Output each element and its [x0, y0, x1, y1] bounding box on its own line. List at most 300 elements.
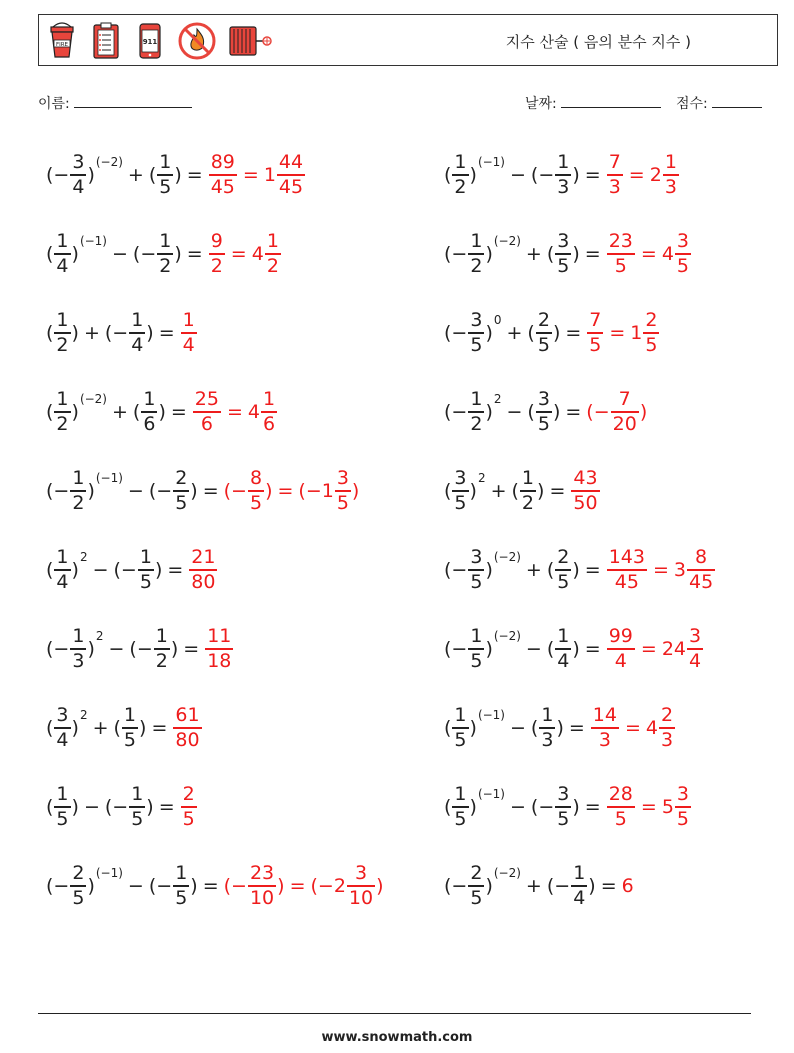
numerator: 61 [175, 704, 200, 727]
numerator: 143 [608, 546, 645, 569]
equals-sign: = [584, 796, 601, 818]
answer [590, 704, 676, 751]
problem-1 [46, 140, 306, 210]
minus-sign: − [53, 638, 70, 660]
fraction [347, 862, 375, 909]
numerator: 99 [608, 625, 633, 648]
close-paren: ) [154, 559, 163, 581]
exponent: 2 [79, 708, 88, 722]
denominator: 4 [56, 254, 69, 277]
open-paren: ( [129, 638, 137, 660]
fraction [663, 151, 679, 198]
operator: + [92, 717, 109, 739]
equals-sign: = [584, 638, 601, 660]
open-paren: ( [46, 401, 54, 423]
close-paren: ) [485, 243, 493, 265]
answer [204, 625, 234, 672]
numerator: 1 [262, 388, 276, 411]
minus-sign: − [53, 875, 70, 897]
operator: − [506, 401, 523, 423]
denominator: 5 [614, 807, 627, 830]
open-paren: ( [511, 480, 519, 502]
fraction [173, 862, 189, 909]
fraction [536, 388, 552, 435]
close-paren: ) [469, 164, 477, 186]
minus-sign: − [112, 796, 129, 818]
problem-9 [46, 456, 359, 526]
exponent: (−1) [477, 787, 505, 801]
denominator: 2 [521, 491, 535, 514]
denominator: 5 [470, 649, 483, 672]
svg-text:FIRE: FIRE [55, 42, 69, 48]
problem-2 [444, 140, 680, 210]
operator: − [525, 638, 542, 660]
whole-number: 4 [251, 242, 264, 265]
numerator: 3 [537, 388, 550, 411]
fraction [157, 230, 173, 277]
numerator: 8 [249, 467, 263, 490]
numerator: 1 [175, 862, 188, 885]
numerator: 2 [537, 309, 550, 332]
denominator: 2 [72, 491, 85, 514]
fraction [173, 704, 201, 751]
close-paren: ) [469, 480, 477, 502]
fraction [591, 704, 619, 751]
denominator: 5 [175, 491, 188, 514]
equals-sign: = [628, 163, 645, 186]
fraction [54, 388, 70, 435]
fraction [70, 151, 86, 198]
open-paren: ( [46, 164, 54, 186]
denominator: 45 [278, 175, 304, 198]
close-paren: ) [485, 638, 493, 660]
fraction [539, 704, 555, 751]
numerator: 23 [608, 230, 633, 253]
minus-sign: − [451, 243, 468, 265]
numerator: 3 [676, 783, 689, 806]
fraction [70, 467, 86, 514]
numerator: 1 [470, 388, 483, 411]
minus-sign: − [112, 322, 129, 344]
fraction [452, 151, 468, 198]
open-paren: ( [444, 243, 452, 265]
equals-sign: = [565, 322, 582, 344]
operator: + [525, 243, 542, 265]
exponent: (−1) [477, 708, 505, 722]
numerator: 1 [72, 467, 85, 490]
name-label: 이름: [38, 96, 70, 112]
close-paren: ) [190, 875, 198, 897]
denominator: 4 [182, 333, 195, 356]
numerator: 3 [336, 467, 349, 490]
numerator: 1 [454, 151, 467, 174]
denominator: 5 [676, 807, 689, 830]
minus-sign: − [120, 559, 137, 581]
numerator: 1 [56, 230, 69, 253]
numerator: 1 [557, 151, 570, 174]
denominator: 2 [56, 333, 69, 356]
exponent: 2 [79, 550, 88, 564]
open-paren: ( [444, 559, 452, 581]
denominator: 2 [470, 412, 483, 435]
denominator: 3 [72, 649, 85, 672]
numerator: 3 [354, 862, 368, 885]
numerator: 1 [182, 309, 195, 332]
numerator: 1 [454, 783, 467, 806]
close-paren: ) [485, 875, 493, 897]
answer [570, 467, 600, 514]
numerator: 3 [72, 151, 85, 174]
exponent: (−1) [79, 234, 107, 248]
numerator: 44 [278, 151, 304, 174]
answer [172, 704, 202, 751]
whole-number: 5 [661, 795, 674, 818]
equals-sign: = [568, 717, 585, 739]
denominator: 6 [200, 412, 213, 435]
numerator: 3 [557, 230, 570, 253]
open-paren: ( [444, 164, 452, 186]
fraction [193, 388, 221, 435]
answer [586, 309, 660, 356]
numerator: 2 [660, 704, 674, 727]
equals-sign: = [584, 243, 601, 265]
exponent: (−2) [493, 550, 521, 564]
fraction [452, 783, 468, 830]
open-paren: ( [444, 638, 452, 660]
problem-5 [46, 298, 198, 368]
close-paren: ) [71, 322, 79, 344]
close-paren: ) [572, 559, 580, 581]
exponent: (−1) [477, 155, 505, 169]
fraction [587, 309, 603, 356]
equals-sign: = [242, 163, 259, 186]
numerator: 2 [72, 862, 85, 885]
open-paren: ( [546, 875, 555, 897]
denominator: 5 [557, 570, 570, 593]
fraction [468, 309, 484, 356]
open-paren: (−1 [298, 479, 334, 502]
fraction [611, 388, 639, 435]
numerator: 11 [207, 625, 232, 648]
close-paren: ) [71, 559, 79, 581]
close-paren: ) [87, 638, 95, 660]
denominator: 4 [614, 649, 627, 672]
whole-number: 24 [661, 637, 686, 660]
close-paren: ) [376, 874, 384, 897]
minus-sign: − [53, 164, 70, 186]
equals-sign: = [226, 400, 243, 423]
denominator: 5 [139, 570, 152, 593]
open-paren: ( [113, 717, 121, 739]
denominator: 3 [664, 175, 677, 198]
denominator: 5 [645, 333, 658, 356]
denominator: 2 [470, 254, 483, 277]
answer [224, 467, 360, 514]
operator: + [490, 480, 507, 502]
minus-sign: − [451, 401, 468, 423]
operator: − [83, 796, 100, 818]
close-paren: ) [351, 479, 360, 502]
denominator: 5 [175, 886, 188, 909]
problem-11 [46, 535, 218, 605]
equals-sign: = [652, 558, 669, 581]
exponent: 0 [493, 313, 502, 327]
numerator: 9 [210, 230, 223, 253]
fraction [687, 546, 715, 593]
fraction [248, 862, 276, 909]
open-paren: ( [444, 717, 452, 739]
numerator: 1 [56, 309, 69, 332]
fraction [607, 151, 623, 198]
fraction [70, 862, 86, 909]
minus-sign: − [156, 480, 173, 502]
close-paren: ) [71, 401, 79, 423]
denominator: 5 [537, 333, 550, 356]
open-paren: ( [104, 322, 113, 344]
close-paren: ) [87, 164, 95, 186]
equals-sign: = [167, 559, 184, 581]
open-paren: (− [586, 400, 610, 423]
fraction [54, 546, 70, 593]
footer-divider [38, 1013, 751, 1014]
denominator: 2 [159, 254, 172, 277]
open-paren: ( [132, 401, 141, 423]
numerator: 7 [618, 388, 631, 411]
numerator: 3 [470, 309, 483, 332]
exponent: (−1) [95, 866, 123, 880]
close-paren: ) [572, 243, 580, 265]
denominator: 3 [660, 728, 674, 751]
problem-7 [46, 377, 278, 447]
open-paren: ( [546, 243, 555, 265]
numerator: 1 [72, 625, 85, 648]
fraction [335, 467, 351, 514]
denominator: 5 [123, 728, 137, 751]
exponent: (−2) [95, 155, 123, 169]
equals-sign: = [584, 559, 601, 581]
close-paren: ) [174, 243, 182, 265]
close-paren: ) [588, 875, 596, 897]
date-label: 날짜: [525, 96, 557, 112]
problem-17 [46, 772, 198, 842]
equals-sign: = [186, 243, 203, 265]
operator: − [108, 638, 125, 660]
close-paren: ) [146, 322, 154, 344]
fraction [277, 151, 305, 198]
answer [180, 783, 198, 830]
open-paren: ( [546, 638, 555, 660]
numerator: 1 [139, 546, 152, 569]
close-paren: ) [170, 638, 179, 660]
denominator: 4 [56, 570, 69, 593]
open-paren: ( [530, 796, 539, 818]
fraction [536, 309, 552, 356]
close-paren: ) [174, 164, 182, 186]
numerator: 1 [573, 862, 586, 885]
numerator: 25 [194, 388, 219, 411]
open-paren: ( [527, 322, 535, 344]
equals-sign: = [640, 637, 657, 660]
fraction [122, 704, 138, 751]
answer [606, 783, 692, 830]
problem-8 [444, 377, 647, 447]
equals-sign: = [183, 638, 200, 660]
equals-sign: = [158, 322, 175, 344]
answer [224, 862, 384, 909]
fraction [189, 546, 217, 593]
numerator: 1 [131, 309, 144, 332]
problem-12 [444, 535, 716, 605]
numerator: 3 [470, 546, 483, 569]
denominator: 2 [56, 412, 69, 435]
denominator: 5 [182, 807, 195, 830]
numerator: 1 [159, 230, 172, 253]
numerator: 1 [155, 625, 168, 648]
problem-6 [444, 298, 660, 368]
fraction [643, 309, 659, 356]
numerator: 2 [470, 862, 483, 885]
whole-number: 4 [661, 242, 674, 265]
problem-20 [444, 851, 634, 921]
close-paren: ) [87, 480, 95, 502]
denominator: 2 [155, 649, 168, 672]
open-paren: ( [444, 875, 452, 897]
problem-19 [46, 851, 384, 921]
numerator: 1 [56, 546, 69, 569]
close-paren: ) [146, 796, 154, 818]
denominator: 5 [131, 807, 144, 830]
equals-sign: = [609, 321, 626, 344]
fraction [571, 862, 587, 909]
denominator: 3 [541, 728, 554, 751]
numerator: 1 [454, 704, 467, 727]
open-paren: ( [46, 638, 54, 660]
answer [606, 230, 692, 277]
open-paren: ( [530, 164, 539, 186]
denominator: 5 [470, 570, 483, 593]
denominator: 5 [249, 491, 263, 514]
fraction [265, 230, 281, 277]
fraction [468, 388, 484, 435]
operator: + [127, 164, 144, 186]
denominator: 18 [207, 649, 232, 672]
numerator: 2 [557, 546, 570, 569]
denominator: 3 [598, 728, 611, 751]
operator: − [510, 717, 526, 739]
open-paren: ( [444, 480, 452, 502]
denominator: 3 [557, 175, 570, 198]
operator: − [510, 164, 526, 186]
problem-16 [444, 693, 676, 763]
minus-sign: − [140, 243, 157, 265]
open-paren: ( [132, 243, 141, 265]
open-paren: ( [148, 164, 157, 186]
open-paren: ( [46, 796, 54, 818]
denominator: 2 [210, 254, 223, 277]
open-paren: ( [46, 480, 54, 502]
denominator: 5 [557, 807, 570, 830]
denominator: 5 [336, 491, 349, 514]
close-paren: ) [556, 717, 564, 739]
denominator: 3 [608, 175, 621, 198]
numerator: 1 [557, 625, 570, 648]
close-paren: ) [139, 717, 147, 739]
numerator: 1 [541, 704, 554, 727]
close-paren: ) [71, 796, 79, 818]
numerator: 2 [182, 783, 195, 806]
numerator: 3 [56, 704, 69, 727]
open-paren: ( [46, 717, 54, 739]
fraction [607, 783, 635, 830]
equals-sign: = [624, 716, 641, 739]
denominator: 5 [470, 886, 483, 909]
fraction [70, 625, 86, 672]
close-paren: ) [469, 796, 477, 818]
minus-sign: − [451, 322, 468, 344]
fraction [261, 388, 277, 435]
equals-sign: = [277, 479, 294, 502]
fraction [555, 783, 571, 830]
numerator: 1 [123, 704, 137, 727]
operator: − [510, 796, 526, 818]
numerator: 28 [608, 783, 633, 806]
numerator: 1 [56, 783, 69, 806]
equals-sign: = [230, 242, 247, 265]
operator: − [92, 559, 109, 581]
fraction [248, 467, 264, 514]
close-paren: ) [158, 401, 166, 423]
exponent: (−2) [79, 392, 107, 406]
fraction [607, 625, 635, 672]
whole-number: 1 [630, 321, 643, 344]
numerator: 3 [676, 230, 689, 253]
score-label: 점수: [676, 96, 708, 112]
fraction [54, 783, 70, 830]
open-paren: ( [444, 796, 452, 818]
denominator: 4 [131, 333, 144, 356]
equals-sign: = [202, 480, 219, 502]
equals-sign: = [549, 480, 566, 502]
fraction [468, 862, 484, 909]
answer [188, 546, 218, 593]
fraction [181, 783, 197, 830]
answer [606, 151, 680, 198]
fraction [520, 467, 536, 514]
denominator: 45 [614, 570, 639, 593]
open-paren: ( [527, 401, 535, 423]
close-paren: ) [572, 164, 580, 186]
open-paren: ( [444, 322, 452, 344]
fraction [181, 309, 197, 356]
fraction [555, 625, 571, 672]
fraction [452, 467, 468, 514]
fraction [571, 467, 599, 514]
close-paren: ) [469, 717, 477, 739]
denominator: 5 [557, 254, 570, 277]
close-paren: ) [537, 480, 545, 502]
denominator: 4 [557, 649, 570, 672]
fraction [205, 625, 233, 672]
fraction [157, 151, 173, 198]
denominator: 5 [159, 175, 172, 198]
open-paren: ( [46, 559, 54, 581]
fraction [209, 230, 225, 277]
answer [192, 388, 278, 435]
numerator: 7 [608, 151, 621, 174]
denominator: 5 [676, 254, 689, 277]
fraction [54, 309, 70, 356]
close-paren: ) [485, 322, 493, 344]
